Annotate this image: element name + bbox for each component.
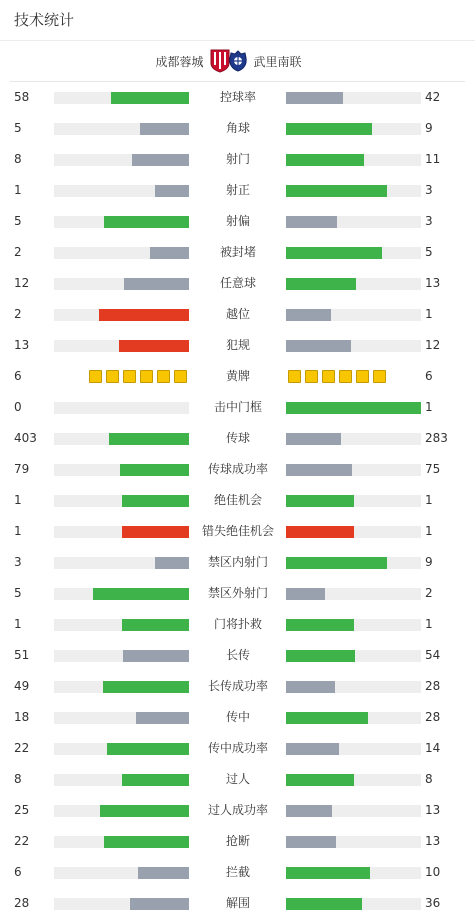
home-stat-bar-track — [54, 309, 189, 321]
away-stat-value: 5 — [425, 245, 433, 259]
stat-label: 角球 — [225, 121, 250, 135]
home-stat-value: 8 — [14, 772, 22, 786]
home-stat-bar-track — [54, 247, 189, 259]
stat-label: 犯规 — [225, 338, 250, 352]
home-stat-bar-track — [54, 619, 189, 631]
away-stat-bar-track — [286, 216, 421, 228]
away-stat-value: 54 — [425, 648, 441, 662]
home-stat-value: 18 — [14, 710, 30, 724]
away-team[interactable] — [228, 41, 302, 81]
yellow-card-icon — [288, 370, 301, 383]
home-stat-bar-track — [54, 681, 189, 693]
home-stat-bar-fill — [136, 712, 189, 724]
stat-label: 传球成功率 — [207, 462, 268, 476]
home-stat-bar-fill — [124, 278, 189, 290]
home-stat-value: 1 — [14, 524, 22, 538]
stat-row — [0, 237, 475, 268]
home-stat-bar-track — [54, 805, 189, 817]
away-stat-bar-fill — [286, 402, 421, 414]
home-stat-value: 12 — [14, 276, 30, 290]
away-stat-bar-fill — [286, 898, 362, 910]
stat-label: 射偏 — [225, 214, 250, 228]
stat-label: 禁区外射门 — [207, 586, 268, 600]
away-stat-value: 8 — [425, 772, 433, 786]
yellow-card-icon — [305, 370, 318, 383]
home-stat-bar-fill — [140, 123, 189, 135]
away-stat-bar-fill — [286, 743, 339, 755]
home-stat-bar-fill — [107, 743, 189, 755]
stat-row — [0, 578, 475, 609]
home-stat-bar-fill — [109, 433, 189, 445]
away-stat-bar-track — [286, 185, 421, 197]
stat-row — [0, 795, 475, 826]
away-stat-bar-track — [286, 743, 421, 755]
home-stat-bar-fill — [111, 92, 189, 104]
home-stat-value: 2 — [14, 245, 22, 259]
away-stat-value: 1 — [425, 400, 433, 414]
away-stat-bar-track — [286, 836, 421, 848]
away-stat-value: 9 — [425, 121, 433, 135]
page-title: 技术统计 — [0, 0, 475, 41]
yellow-card-icon — [89, 370, 102, 383]
yellow-card-icon — [373, 370, 386, 383]
home-stat-value: 22 — [14, 834, 30, 848]
away-stat-bar-track — [286, 464, 421, 476]
stat-label: 控球率 — [219, 90, 256, 104]
home-stat-bar-track — [54, 898, 189, 910]
away-stat-value: 1 — [425, 524, 433, 538]
away-stat-bar-fill — [286, 650, 355, 662]
away-stat-value: 6 — [425, 369, 433, 383]
away-stat-bar-fill — [286, 433, 341, 445]
home-team[interactable] — [155, 41, 229, 81]
home-stat-value: 5 — [14, 586, 22, 600]
home-stat-value: 28 — [14, 896, 30, 910]
home-stat-bar-fill — [122, 774, 190, 786]
away-stat-bar-fill — [286, 588, 325, 600]
away-stat-bar-fill — [286, 495, 354, 507]
stat-row — [0, 299, 475, 330]
home-stat-bar-fill — [120, 464, 189, 476]
away-stat-value: 42 — [425, 90, 441, 104]
home-stat-bar-fill — [138, 867, 189, 879]
stat-row — [0, 485, 475, 516]
home-stat-value: 1 — [14, 493, 22, 507]
away-stat-bar-track — [286, 495, 421, 507]
stat-row — [0, 268, 475, 299]
away-stat-value: 10 — [425, 865, 441, 879]
away-stat-value: 75 — [425, 462, 441, 476]
away-stat-value: 36 — [425, 896, 441, 910]
away-stat-bar-track — [286, 898, 421, 910]
stat-label: 传中成功率 — [207, 741, 268, 755]
stat-label: 传中 — [225, 710, 250, 724]
home-stat-bar-fill — [150, 247, 189, 259]
away-stat-value: 9 — [425, 555, 433, 569]
home-stat-bar-fill — [122, 619, 190, 631]
home-stat-bar-fill — [103, 681, 189, 693]
home-stat-bar-track — [54, 743, 189, 755]
home-stat-value: 1 — [14, 617, 22, 631]
away-yellow-cards — [286, 370, 421, 384]
away-stat-bar-track — [286, 433, 421, 445]
home-stat-value: 13 — [14, 338, 30, 352]
home-stat-value: 403 — [14, 431, 37, 445]
stat-row — [0, 392, 475, 423]
away-team-crest-icon — [228, 50, 248, 72]
away-stat-bar-track — [286, 650, 421, 662]
yellow-card-icon — [356, 370, 369, 383]
away-stat-bar-fill — [286, 867, 370, 879]
stat-row — [0, 206, 475, 237]
home-stat-value: 1 — [14, 183, 22, 197]
stats-list — [0, 82, 475, 919]
home-stat-value: 49 — [14, 679, 30, 693]
home-stat-bar-track — [54, 340, 189, 352]
away-stat-bar-track — [286, 867, 421, 879]
away-stat-value: 2 — [425, 586, 433, 600]
stat-row — [0, 671, 475, 702]
home-stat-value: 5 — [14, 121, 22, 135]
away-stat-value: 3 — [425, 214, 433, 228]
stat-row — [0, 330, 475, 361]
stat-row — [0, 144, 475, 175]
home-stat-bar-track — [54, 402, 189, 414]
home-stat-bar-track — [54, 588, 189, 600]
away-stat-bar-track — [286, 278, 421, 290]
away-stat-bar-track — [286, 681, 421, 693]
home-team-name: 成都蓉城 — [155, 54, 204, 69]
home-stat-value: 25 — [14, 803, 30, 817]
stat-label: 传球 — [225, 431, 250, 445]
home-stat-bar-fill — [130, 898, 189, 910]
stat-row — [0, 609, 475, 640]
stat-label: 绝佳机会 — [213, 493, 262, 507]
away-stat-bar-fill — [286, 681, 335, 693]
home-stat-value: 58 — [14, 90, 30, 104]
away-stat-bar-fill — [286, 526, 354, 538]
away-stat-bar-fill — [286, 619, 354, 631]
stat-label: 错失绝佳机会 — [201, 524, 274, 538]
home-stat-bar-fill — [104, 836, 189, 848]
stat-label: 禁区内射门 — [207, 555, 268, 569]
home-stat-bar-track — [54, 650, 189, 662]
stat-label: 被封堵 — [219, 245, 256, 259]
away-stat-value: 1 — [425, 307, 433, 321]
stat-label: 抢断 — [225, 834, 250, 848]
away-stat-bar-track — [286, 92, 421, 104]
away-stat-bar-fill — [286, 340, 351, 352]
home-stat-bar-track — [54, 557, 189, 569]
home-stat-bar-track — [54, 433, 189, 445]
away-stat-bar-fill — [286, 712, 368, 724]
yellow-card-icon — [140, 370, 153, 383]
away-stat-bar-fill — [286, 216, 337, 228]
away-stat-value: 283 — [425, 431, 448, 445]
away-stat-bar-fill — [286, 92, 343, 104]
home-stat-value: 22 — [14, 741, 30, 755]
away-stat-bar-fill — [286, 154, 364, 166]
away-stat-value: 13 — [425, 276, 441, 290]
yellow-card-icon — [322, 370, 335, 383]
home-stat-bar-fill — [122, 495, 190, 507]
away-stat-bar-fill — [286, 774, 354, 786]
home-stat-value: 5 — [14, 214, 22, 228]
yellow-card-icon — [123, 370, 136, 383]
home-stat-value: 3 — [14, 555, 22, 569]
stat-label: 长传成功率 — [207, 679, 268, 693]
away-stat-bar-fill — [286, 805, 332, 817]
away-stat-value: 28 — [425, 679, 441, 693]
home-stat-bar-fill — [155, 557, 189, 569]
away-stat-bar-track — [286, 712, 421, 724]
stat-label: 任意球 — [219, 276, 256, 290]
stat-label: 解围 — [225, 896, 250, 910]
away-stat-value: 13 — [425, 834, 441, 848]
home-stat-bar-fill — [99, 309, 189, 321]
stat-row — [0, 423, 475, 454]
home-stat-value: 2 — [14, 307, 22, 321]
home-stat-bar-fill — [155, 185, 189, 197]
away-stat-bar-track — [286, 588, 421, 600]
home-stat-bar-track — [54, 712, 189, 724]
home-stat-bar-fill — [122, 526, 190, 538]
away-stat-value: 3 — [425, 183, 433, 197]
away-stat-bar-fill — [286, 557, 387, 569]
stat-label: 射正 — [225, 183, 250, 197]
away-stat-bar-track — [286, 154, 421, 166]
stat-row — [0, 826, 475, 857]
home-stat-value: 79 — [14, 462, 30, 476]
away-stat-bar-fill — [286, 309, 331, 321]
home-team-shield-icon — [210, 49, 230, 73]
away-stat-bar-track — [286, 805, 421, 817]
home-stat-bar-track — [54, 278, 189, 290]
away-stat-bar-track — [286, 123, 421, 135]
home-stat-bar-track — [54, 464, 189, 476]
away-stat-bar-fill — [286, 247, 382, 259]
home-stat-bar-track — [54, 495, 189, 507]
stat-row — [0, 516, 475, 547]
away-stat-value: 11 — [425, 152, 441, 166]
away-stat-value: 13 — [425, 803, 441, 817]
stat-label: 门将扑救 — [213, 617, 262, 631]
away-stat-value: 14 — [425, 741, 441, 755]
home-stat-bar-track — [54, 92, 189, 104]
away-stat-value: 28 — [425, 710, 441, 724]
stat-row — [0, 640, 475, 671]
stat-label: 过人 — [225, 772, 250, 786]
home-stat-bar-fill — [119, 340, 189, 352]
home-stat-value: 6 — [14, 865, 22, 879]
stat-label: 击中门框 — [213, 400, 262, 414]
home-stat-bar-track — [54, 867, 189, 879]
away-stat-bar-track — [286, 619, 421, 631]
stat-label: 拦截 — [225, 865, 250, 879]
home-stat-value: 6 — [14, 369, 22, 383]
stat-row — [0, 764, 475, 795]
away-stat-value: 12 — [425, 338, 441, 352]
stat-row — [0, 547, 475, 578]
teams-header — [10, 41, 465, 82]
home-stat-bar-fill — [93, 588, 189, 600]
yellow-card-icon — [174, 370, 187, 383]
stat-row — [0, 113, 475, 144]
stat-row — [0, 82, 475, 113]
home-stat-bar-track — [54, 123, 189, 135]
home-stat-value: 8 — [14, 152, 22, 166]
stat-label: 黄牌 — [225, 369, 250, 383]
away-stat-value: 1 — [425, 493, 433, 507]
stat-row — [0, 888, 475, 919]
home-stat-bar-track — [54, 185, 189, 197]
away-stat-bar-track — [286, 774, 421, 786]
away-stat-bar-track — [286, 557, 421, 569]
home-stat-bar-fill — [100, 805, 189, 817]
stat-row — [0, 175, 475, 206]
away-stat-bar-track — [286, 340, 421, 352]
yellow-card-icon — [339, 370, 352, 383]
away-stat-bar-fill — [286, 185, 387, 197]
away-stat-bar-track — [286, 309, 421, 321]
away-stat-bar-fill — [286, 278, 356, 290]
stat-label: 越位 — [225, 307, 250, 321]
home-stat-bar-track — [54, 836, 189, 848]
away-stat-bar-track — [286, 526, 421, 538]
home-yellow-cards — [54, 370, 189, 384]
home-stat-value: 0 — [14, 400, 22, 414]
home-stat-bar-fill — [123, 650, 189, 662]
stat-row — [0, 733, 475, 764]
stat-label: 过人成功率 — [207, 803, 268, 817]
home-stat-bar-track — [54, 774, 189, 786]
away-stat-bar-fill — [286, 123, 372, 135]
home-stat-bar-fill — [132, 154, 189, 166]
away-stat-value: 1 — [425, 617, 433, 631]
away-stat-bar-fill — [286, 464, 352, 476]
home-stat-bar-track — [54, 216, 189, 228]
stat-row — [0, 454, 475, 485]
stat-row — [0, 702, 475, 733]
home-stat-value: 51 — [14, 648, 30, 662]
away-team-name: 武里南联 — [253, 54, 302, 69]
stat-label: 射门 — [225, 152, 250, 166]
away-stat-bar-fill — [286, 836, 336, 848]
stat-label: 长传 — [225, 648, 250, 662]
yellow-card-icon — [157, 370, 170, 383]
home-stat-bar-track — [54, 526, 189, 538]
away-stat-bar-track — [286, 247, 421, 259]
home-stat-bar-track — [54, 154, 189, 166]
stat-row — [0, 361, 475, 392]
stat-row — [0, 857, 475, 888]
home-stat-bar-fill — [104, 216, 189, 228]
yellow-card-icon — [106, 370, 119, 383]
away-stat-bar-track — [286, 402, 421, 414]
